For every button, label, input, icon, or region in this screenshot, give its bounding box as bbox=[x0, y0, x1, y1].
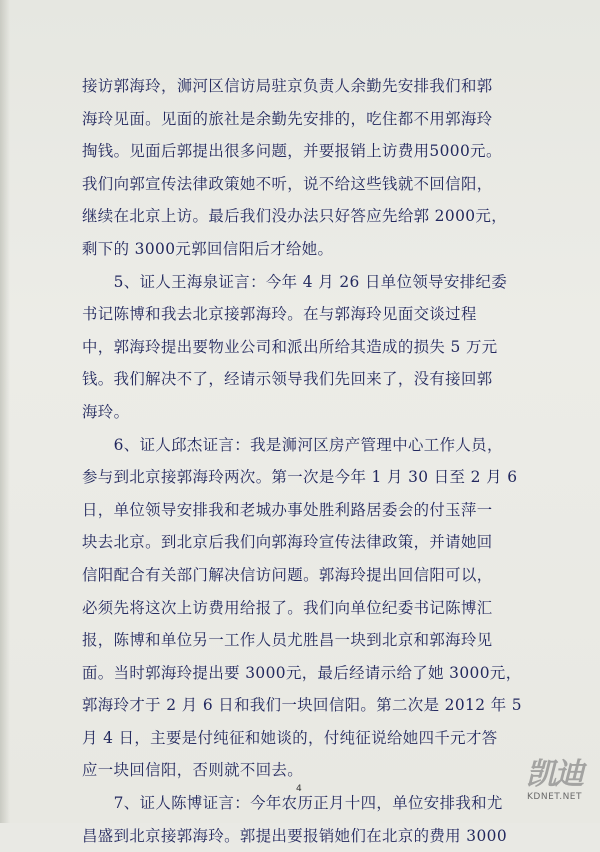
text-line: 必须先将这次上访费用给报了。我们向单位纪委书记陈博汇 bbox=[82, 598, 493, 617]
watermark-site: KDNET.NET bbox=[527, 792, 582, 802]
text-line: 6、证人邱杰证言：我是浉河区房产管理中心工作人员， bbox=[82, 435, 503, 454]
scan-edge-shadow bbox=[0, 0, 10, 823]
text-line: 参与到北京接郭海玲两次。第一次是今年 1 月 30 日至 2 月 6 bbox=[82, 468, 518, 487]
text-line: 郭海玲才于 2 月 6 日和我们一块回信阳。第二次是 2012 年 5 bbox=[82, 696, 522, 715]
text-line: 钱。我们解决不了，经请示领导我们先回来了，没有接回郭 bbox=[82, 370, 493, 389]
text-line: 中，郭海玲提出要物业公司和派出所给其造成的损失 5 万元 bbox=[82, 337, 498, 356]
text-line: 我们向郭宣传法律政策她不听，说不给这些钱就不回信阳， bbox=[82, 174, 493, 193]
kdnet-watermark bbox=[492, 759, 582, 809]
watermark-logo: 凯迪 bbox=[526, 757, 582, 792]
text-line: 昌盛到北京接郭海玲。郭提出要报销她们在北京的费用 3000 bbox=[82, 826, 508, 845]
text-line: 接访郭海玲，浉河区信访局驻京负责人余勤先安排我们和郭 bbox=[82, 77, 493, 95]
page-number: 4 bbox=[296, 784, 302, 794]
text-line: 应一块回信阳，否则就不回去。 bbox=[82, 761, 304, 780]
text-line: 报，陈博和单位另一工作人员尤胜昌一块到北京和郭海玲见 bbox=[82, 631, 493, 650]
text-line: 海玲见面。见面的旅社是余勤先安排的，吃住都不用郭海玲 bbox=[82, 109, 493, 128]
text-line: 7、证人陈博证言：今年农历正月十四，单位安排我和尤 bbox=[82, 794, 503, 813]
text-line: 日，单位领导安排我和老城办事处胜利路居委会的付玉萍一 bbox=[82, 500, 493, 519]
text-line: 掏钱。见面后郭提出很多问题，并要报销上访费用5000元。 bbox=[82, 142, 502, 161]
text-line: 书记陈博和我去北京接郭海玲。在与郭海玲见面交谈过程 bbox=[82, 305, 477, 324]
text-line: 5、证人王海泉证言：今年 4 月 26 日单位领导安排纪委 bbox=[82, 272, 508, 291]
text-line: 继续在北京上访。最后我们没办法只好答应先给郭 2000元， bbox=[82, 207, 508, 226]
text-line: 块去北京。到北京后我们向郭海玲宣传法律政策，并请她回 bbox=[82, 533, 493, 552]
body-text bbox=[82, 70, 552, 852]
text-line: 信阳配合有关部门解决信访问题。郭海玲提出回信阳可以， bbox=[82, 565, 493, 584]
text-line: 月 4 日，主要是付纯征和她谈的，付纯征说给她四千元才答 bbox=[82, 728, 498, 747]
text-line: 剩下的 3000元郭回信阳后才给她。 bbox=[82, 239, 334, 258]
text-line: 海玲。 bbox=[82, 402, 130, 421]
text-line: 面。当时郭海玲提出要 3000元，最后经请示给了她 3000元， bbox=[82, 663, 522, 682]
